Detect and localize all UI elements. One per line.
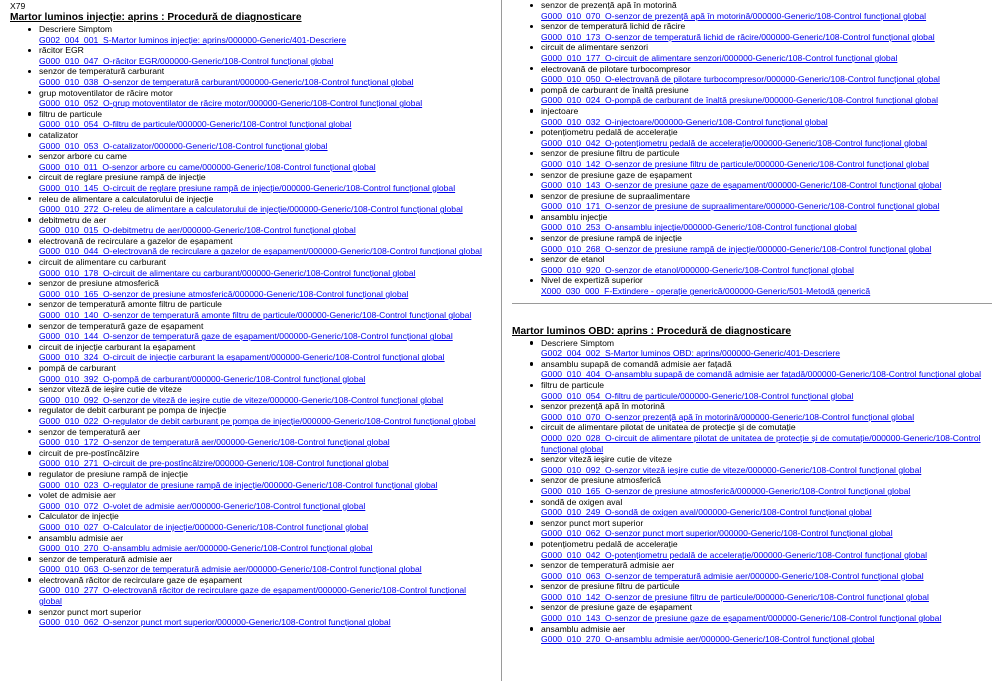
procedure-link[interactable]: G000_010_178_O-circuit de alimentare cu carburant/000000-Generic/108-Control funcțional global xyxy=(39,267,416,278)
list-item xyxy=(512,191,992,212)
component-label: senzor de etanol xyxy=(541,254,605,265)
component-label: ansamblu admisie aer xyxy=(541,623,626,634)
procedure-link[interactable]: G000_010_270_O-ansamblu admisie aer/000000-Generic/108-Control funcțional global xyxy=(39,543,373,554)
procedure-link[interactable]: G000_010_145_O-circuit de reglare presiune rampă de injecție/000000-Generic/108-Control funcțional global xyxy=(39,182,456,193)
procedure-link[interactable]: G000_010_042_O-potențiometru pedală de accelerație/000000-Generic/108-Control funcțional global xyxy=(541,549,928,560)
list-item xyxy=(10,575,488,607)
list-item xyxy=(10,151,488,172)
component-label: senzor de presiune atmosferică xyxy=(541,475,661,486)
procedure-link[interactable]: G000_010_072_O-volet de admisie aer/000000-Generic/108-Control funcțional global xyxy=(39,500,366,511)
procedure-link[interactable]: G000_010_142_O-senzor de presiune filtru de particule/000000-Generic/108-Control funcțional global xyxy=(541,158,929,169)
component-label: electrovană răcitor de recirculare gaze de eșapament xyxy=(39,574,243,585)
procedure-link[interactable]: G000_010_032_O-injectoare/000000-Generic/108-Control funcțional global xyxy=(541,116,828,127)
component-label: senzor punct mort superior xyxy=(39,606,142,617)
procedure-link[interactable]: G000_010_038_O-senzor de temperatură carburant/000000-Generic/108-Control funcțional global xyxy=(39,76,414,87)
procedure-link[interactable]: G000_010_024_O-pompă de carburant de înaltă presiune/000000-Generic/108-Control funcțional global xyxy=(541,95,939,106)
list-item xyxy=(512,233,992,254)
procedure-link[interactable]: O000_020_028_O-circuit de alimentare pilotat de unitatea de protecție și de comutație/000000-Generic/108-Control funcțional global xyxy=(541,432,981,454)
component-label: circuit de alimentare cu carburant xyxy=(39,257,167,268)
component-label: senzor de presiune atmosferică xyxy=(39,278,159,289)
component-label: potențiometru pedală de accelerație xyxy=(541,127,678,138)
component-label: injectoare xyxy=(541,105,579,116)
component-label: circuit de injecție carburant la eșapament xyxy=(39,341,196,352)
list-item xyxy=(512,401,992,422)
list-item xyxy=(512,359,992,380)
list-item xyxy=(10,321,488,342)
procedure-link[interactable]: G000_010_070_O-senzor de prezență apă în motorină/000000-Generic/108-Control funcțional global xyxy=(541,10,927,21)
component-label: senzor de presiune filtru de particule xyxy=(541,148,680,159)
list-item xyxy=(512,170,992,191)
component-label: releu de alimentare a calculatorului de injecție xyxy=(39,193,214,204)
component-label: grup motoventilator de răcire motor xyxy=(39,87,173,98)
component-label: ansamblu supapă de comandă admisie aer fațadă xyxy=(541,358,732,369)
procedure-link[interactable]: G000_010_142_O-senzor de presiune filtru de particule/000000-Generic/108-Control funcțional global xyxy=(541,591,929,602)
list-item xyxy=(512,212,992,233)
component-label: filtru de particule xyxy=(541,380,605,390)
procedure-link[interactable]: G000_010_047_O-răcitor EGR/000000-Generic/108-Control funcțional global xyxy=(39,55,334,66)
component-label: ansamblu admisie aer xyxy=(39,532,124,543)
component-label: senzor de temperatură aer xyxy=(39,426,141,437)
component-label: senzor de presiune gaze de eșapament xyxy=(541,602,692,613)
list-item xyxy=(10,109,488,130)
component-label: senzor de presiune de supraalimentare xyxy=(541,190,691,201)
procedure-link[interactable]: G000_010_092_O-senzor viteză ieșire cutie de viteze/000000-Generic/108-Control funcțional global xyxy=(541,464,922,475)
list-item xyxy=(10,299,488,320)
component-label: senzor de temperatură amonte filtru de particule xyxy=(39,299,222,310)
list-item xyxy=(10,194,488,215)
component-label: catalizator xyxy=(39,129,79,140)
procedure-link[interactable]: G000_010_140_O-senzor de temperatură amonte filtru de particule/000000-Generic/108-Control funcțional global xyxy=(39,310,472,321)
procedure-link[interactable]: G000_010_022_O-regulator de debit carburant pe pompa de injecție/000000-Generic/108-Control funcțional global xyxy=(39,415,476,426)
procedure-list-obd-lamp xyxy=(512,338,992,645)
component-label: Nivel de expertiză superior xyxy=(541,275,643,286)
procedure-link[interactable]: G000_010_177_O-circuit de alimentare senzori/000000-Generic/108-Control funcțional global xyxy=(541,52,898,63)
list-item xyxy=(10,236,488,257)
right-column xyxy=(512,0,992,681)
procedure-list-injection-lamp-continued xyxy=(512,0,992,297)
procedure-link[interactable]: G000_010_268_O-senzor de presiune rampă de injecție/000000-Generic/108-Control funcțional global xyxy=(541,243,932,254)
component-label: volet de admisie aer xyxy=(39,490,116,501)
list-item xyxy=(512,275,992,296)
component-label: senzor de temperatură admisie aer xyxy=(541,560,675,571)
component-label: senzor de temperatură admisie aer xyxy=(39,553,173,564)
component-label: Descriere Simptom xyxy=(541,337,615,348)
list-item xyxy=(512,0,992,21)
procedure-link[interactable]: G002_004_001_S-Martor luminos injecție: aprins/000000-Generic/401-Descriere xyxy=(39,34,347,45)
list-item xyxy=(512,602,992,623)
list-item xyxy=(10,278,488,299)
procedure-link[interactable]: G000_010_052_O-grup motoventilator de răcire motor/000000-Generic/108-Control funcțional global xyxy=(39,98,423,109)
procedure-link[interactable]: G000_010_070_O-senzor prezență apă în motorină/000000-Generic/108-Control funcțional global xyxy=(541,411,915,422)
procedure-link[interactable]: G000_010_054_O-filtru de particule/000000-Generic/108-Control funcțional global xyxy=(541,390,854,401)
section-title-injection-lamp: Martor luminos injecție: aprins : Procedură de diagnosticare xyxy=(10,12,302,23)
component-label: senzor punct mort superior xyxy=(541,517,644,528)
procedure-list-injection-lamp xyxy=(10,24,488,628)
component-label: senzor arbore cu came xyxy=(39,151,127,162)
list-item xyxy=(10,257,488,278)
component-label: senzor de temperatură carburant xyxy=(39,66,165,77)
component-label: răcitor EGR xyxy=(39,45,84,56)
component-label: senzor de presiune gaze de eșapament xyxy=(541,169,692,180)
component-label: sondă de oxigen aval xyxy=(541,496,623,507)
list-item xyxy=(10,533,488,554)
procedure-link[interactable]: G000_010_063_O-senzor de temperatură admisie aer/000000-Generic/108-Control funcțional global xyxy=(39,564,422,575)
procedure-link[interactable]: G000_010_144_O-senzor de temperatură gaze de eșapament/000000-Generic/108-Control funcțional global xyxy=(39,331,453,342)
procedure-link[interactable]: G000_010_270_O-ansamblu admisie aer/000000-Generic/108-Control funcțional global xyxy=(541,634,875,645)
column-divider xyxy=(501,0,502,681)
component-label: circuit de reglare presiune rampă de injecție xyxy=(39,172,206,183)
list-item xyxy=(512,85,992,106)
list-item xyxy=(512,21,992,42)
procedure-link[interactable]: G000_010_015_O-debitmetru de aer/000000-Generic/108-Control funcțional global xyxy=(39,225,356,236)
component-label: electrovană de pilotare turbocompresor xyxy=(541,63,691,74)
list-item xyxy=(512,497,992,518)
component-label: senzor viteză de ieșire cutie de viteze xyxy=(39,384,182,395)
procedure-link[interactable]: G000_010_165_O-senzor de presiune atmosferică/000000-Generic/108-Control funcțional global xyxy=(541,485,911,496)
procedure-link[interactable]: G000_010_044_O-electrovană de recirculare a gazelor de eșapament/000000-Generic/108-Control funcțional global xyxy=(39,246,482,257)
component-label: senzor de presiune rampă de injecție xyxy=(541,233,682,244)
component-label: ansamblu injecție xyxy=(541,211,608,222)
list-item xyxy=(512,454,992,475)
procedure-link[interactable]: G000_010_023_O-regulator de presiune rampă de injecție/000000-Generic/108-Control funcțional global xyxy=(39,479,438,490)
list-item xyxy=(10,342,488,363)
component-label: senzor viteză ieșire cutie de viteze xyxy=(541,454,672,465)
list-item xyxy=(512,560,992,581)
list-item xyxy=(10,427,488,448)
procedure-link[interactable]: G000_010_054_O-filtru de particule/000000-Generic/108-Control funcțional global xyxy=(39,119,352,130)
list-item xyxy=(10,45,488,66)
procedure-link[interactable]: G000_010_042_O-potențiometru pedală de accelerație/000000-Generic/108-Control funcțional global xyxy=(541,137,928,148)
procedure-link[interactable]: G000_010_404_O-ansamblu supapă de comandă admisie aer fațadă/000000-Generic/108-Control funcțional global xyxy=(541,369,982,380)
list-item xyxy=(512,42,992,63)
list-item xyxy=(512,106,992,127)
procedure-link[interactable]: G000_010_271_O-circuit de pre-postîncălzire/000000-Generic/108-Control funcțional global xyxy=(39,458,389,469)
procedure-link[interactable]: G002_004_002_S-Martor luminos OBD: aprins/000000-Generic/401-Descriere xyxy=(541,348,841,359)
list-item xyxy=(10,448,488,469)
list-item xyxy=(10,490,488,511)
component-label: Descriere Simptom xyxy=(39,24,113,34)
list-item xyxy=(10,607,488,628)
list-item xyxy=(512,581,992,602)
component-label: pompă de carburant xyxy=(39,363,116,373)
procedure-link[interactable]: G000_010_272_O-releu de alimentare a calculatorului de injecție/000000-Generic/108-Control funcțional global xyxy=(39,204,463,215)
section-title-obd-lamp: Martor luminos OBD: aprins : Procedură de diagnosticare xyxy=(512,325,792,337)
list-item xyxy=(10,363,488,384)
component-label: circuit de alimentare pilotat de unitatea de protecție și de comutație xyxy=(541,422,796,433)
list-item xyxy=(512,127,992,148)
list-item xyxy=(10,88,488,109)
procedure-link[interactable]: G000_010_011_O-senzor arbore cu came/000000-Generic/108-Control funcțional global xyxy=(39,161,376,172)
component-label: regulator de presiune rampă de injecție xyxy=(39,468,189,479)
procedure-link[interactable]: G000_010_392_O-pompă de carburant/000000-Generic/108-Control funcțional global xyxy=(39,373,366,384)
list-item xyxy=(10,172,488,193)
list-item xyxy=(10,554,488,575)
component-label: senzor de temperatură lichid de răcire xyxy=(541,21,686,32)
procedure-link[interactable]: G000_010_253_O-ansamblu injecție/000000-Generic/108-Control funcțional global xyxy=(541,222,857,233)
component-label: senzor de temperatură gaze de eșapament xyxy=(39,320,204,331)
procedure-link[interactable]: G000_010_027_O-Calculator de injecție/000000-Generic/108-Control funcțional global xyxy=(39,521,369,532)
procedure-link[interactable]: G000_010_172_O-senzor de temperatură aer/000000-Generic/108-Control funcțional global xyxy=(39,437,390,448)
section-separator xyxy=(512,303,992,304)
procedure-link[interactable]: G000_010_143_O-senzor de presiune gaze de eșapament/000000-Generic/108-Control funcțional global xyxy=(541,180,942,191)
procedure-link[interactable]: G000_010_920_O-senzor de etanol/000000-Generic/108-Control funcțional global xyxy=(541,264,854,275)
procedure-link[interactable]: X000_030_000_F-Extindere - operație generică/000000-Generic/501-Metodă generică xyxy=(541,286,871,297)
procedure-link[interactable]: G000_010_324_O-circuit de injecție carburant la eșapament/000000-Generic/108-Control funcțional global xyxy=(39,352,445,363)
procedure-link[interactable]: G000_010_249_O-sondă de oxigen aval/000000-Generic/108-Control funcțional global xyxy=(541,507,872,518)
component-label: senzor prezență apă în motorină xyxy=(541,401,665,412)
component-label: senzor de presiune filtru de particule xyxy=(541,581,680,592)
list-item xyxy=(10,130,488,151)
list-item xyxy=(512,624,992,645)
component-label: filtru de particule xyxy=(39,108,103,119)
list-item xyxy=(10,511,488,532)
list-item xyxy=(10,384,488,405)
list-item xyxy=(512,338,992,359)
document-code: X79 xyxy=(10,1,26,11)
list-item xyxy=(512,148,992,169)
list-item xyxy=(10,405,488,426)
component-label: pompă de carburant de înaltă presiune xyxy=(541,84,689,95)
component-label: circuit de alimentare senzori xyxy=(541,42,648,53)
list-item xyxy=(512,539,992,560)
procedure-link[interactable]: G000_010_092_O-senzor de viteză de ieșire cutie de viteze/000000-Generic/108-Control funcțional global xyxy=(39,394,444,405)
component-label: senzor de prezență apă în motorină xyxy=(541,0,677,10)
component-label: regulator de debit carburant pe pompa de injecție xyxy=(39,405,227,416)
procedure-link[interactable]: G000_010_062_O-senzor punct mort superior/000000-Generic/108-Control funcțional global xyxy=(39,617,391,628)
procedure-link[interactable]: G000_010_165_O-senzor de presiune atmosferică/000000-Generic/108-Control funcțional global xyxy=(39,288,409,299)
component-label: electrovană de recirculare a gazelor de eșapament xyxy=(39,235,233,246)
list-item xyxy=(512,422,992,454)
list-item xyxy=(512,518,992,539)
list-item xyxy=(10,469,488,490)
list-item xyxy=(512,64,992,85)
list-item xyxy=(10,215,488,236)
component-label: Calculator de injecție xyxy=(39,511,119,522)
procedure-link[interactable]: G000_010_053_O-catalizator/000000-Generic/108-Control funcțional global xyxy=(39,140,328,151)
component-label: circuit de pre-postîncălzire xyxy=(39,447,140,458)
procedure-link[interactable]: G000_010_062_O-senzor punct mort superior/000000-Generic/108-Control funcțional global xyxy=(541,528,893,539)
procedure-link[interactable]: G000_010_143_O-senzor de presiune gaze de eșapament/000000-Generic/108-Control funcțional global xyxy=(541,613,942,624)
list-item xyxy=(512,475,992,496)
list-item xyxy=(512,254,992,275)
procedure-link[interactable]: G000_010_171_O-senzor de presiune de supraalimentare/000000-Generic/108-Control funcțional global xyxy=(541,201,940,212)
procedure-link[interactable]: G000_010_063_O-senzor de temperatură admisie aer/000000-Generic/108-Control funcțional global xyxy=(541,570,924,581)
procedure-link[interactable]: G000_010_277_O-electrovană răcitor de recirculare gaze de eșapament/000000-Generic/108-Control funcțional global xyxy=(39,585,467,607)
list-item xyxy=(512,380,992,401)
procedure-link[interactable]: G000_010_050_O-electrovană de pilotare turbocompresor/000000-Generic/108-Control funcțional global xyxy=(541,74,940,85)
list-item xyxy=(10,24,488,45)
list-item xyxy=(10,66,488,87)
component-label: potențiometru pedală de accelerație xyxy=(541,538,678,549)
component-label: debitmetru de aer xyxy=(39,214,107,225)
procedure-link[interactable]: G000_010_173_O-senzor de temperatură lichid de răcire/000000-Generic/108-Control funcțional global xyxy=(541,31,935,42)
left-column xyxy=(10,0,488,681)
